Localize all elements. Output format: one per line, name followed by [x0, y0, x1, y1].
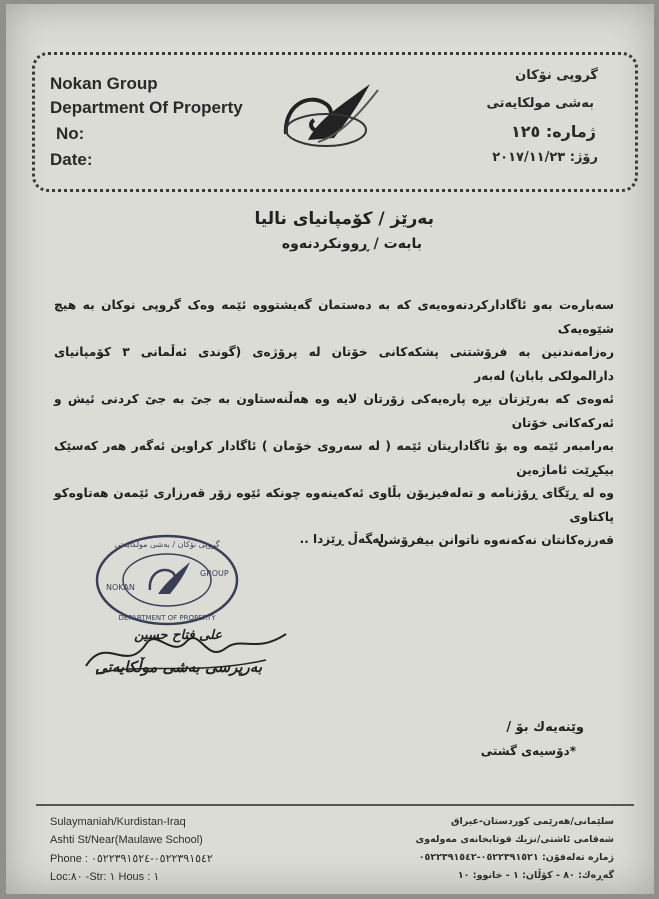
subject-line: بابەت / ڕوونكردنەوە — [281, 236, 422, 252]
signer-title: بەرپرسی بەشی موڵکایەتی — [95, 658, 262, 676]
nokan-logo-icon — [278, 76, 388, 156]
footer-address-en-2: Ashti St/Near(Maulawe School) — [50, 834, 203, 846]
footer-divider — [36, 804, 634, 806]
footer-location-en: Loc:٨٠ -Str: ١ Hous : ١ — [50, 871, 160, 883]
company-name-en: Nokan Group — [50, 74, 158, 93]
closing-greeting: لەگەڵ ڕێزدا .. — [299, 532, 384, 546]
footer-phone-en: Phone : ٠٥٢٢٣٩١٥٤٢-٠٥٢٢٣٩١٥٢٤ — [50, 853, 213, 865]
letter-number: ژمارە: ١٢٥ — [510, 122, 596, 141]
recipient-line: بەرێز / كۆمپانیای نالیا — [254, 209, 434, 229]
department-name-ar: بەشی مولکایەتی — [486, 96, 594, 111]
footer-address-en-1: Sulaymaniah/Kurdistan-Iraq — [50, 816, 186, 828]
body-line: قەرزەکانتان نەکەنەوە ناتوانن بیفرۆشن . — [368, 533, 614, 547]
stamp-right-text: GROUP — [200, 569, 229, 578]
footer-phone-ar: ژمارە تەلەفۆن: ٠٥٢٢٣٩١٥٢١-٠٥٢٢٣٩١٥٤٢ — [418, 852, 614, 863]
department-name-en: Department Of Property — [50, 98, 243, 117]
copy-to-label: وێنەیەك بۆ / — [506, 720, 584, 735]
footer-address-ar-2: شەقامی ئاشتی/نزیك قوتابخانەی مەولەوی — [415, 834, 614, 845]
date-label: Date: — [50, 150, 93, 169]
letter-body — [54, 294, 614, 553]
letter-page — [6, 4, 654, 894]
letter-date: رۆژ: ٢٠١٧/١١/٢٣ — [492, 150, 598, 165]
signer-name: علی فتاح حسین — [134, 628, 222, 643]
copy-file-label: *دۆسیەی گشتی — [480, 744, 576, 758]
footer-address-ar-1: سلێمانی/هەرێمی کوردستان-عیراق — [450, 816, 614, 827]
company-name-ar: گروپی نۆكان — [515, 68, 598, 83]
footer-location-ar: گەڕەك: ٨٠ - کۆڵان: ١ - خانوو: ١٠ — [457, 870, 614, 881]
body-line: ئەوەی کە بەرێزتان بڕە پارەیەکی زۆرتان لایە وە هەڵنەستاون بە جێ بە جێ کردنی ئیش و ئەرکەکانی خۆتان — [54, 392, 614, 430]
stamp-bottom-text: DEPARTMENT OF PROPERTY — [118, 614, 216, 622]
stamp-left-text: NOKAN — [106, 583, 135, 592]
body-line: وە لە ڕێگای ڕۆژنامە و تەلەفیزیۆن بڵاوی ئەکەینەوە چونکە ئێوە زۆر قەرزاری ئێمەن هەتاوەکو پاکتاوی — [54, 486, 614, 524]
body-line: رەزامەندنین بە فرۆشتنی پشکەکانی خۆتان لە پرۆژەی (گوندی ئەڵمانی ٣ کۆمپانیای دارالمولکی بابان) لەبەر — [54, 345, 614, 383]
body-line: بەرامبەر ئێمە وە بۆ ئاگاداریتان ئێمە ( لە سەروی خۆمان ) ئاگادار کراوین ئەگەر هەر کەسێک بیکڕێت ئاماژەین — [54, 439, 614, 477]
number-label: No: — [56, 124, 85, 143]
stamp-ring-text: گروپی نۆکان / بەشی موڵکایەتی — [114, 540, 220, 549]
body-line: سەبارەت بەو ئاگادارکردنەوەیەی کە بە دەستمان گەیشتووە ئێمە وەک گروپی نوکان بە هیچ شێوەیەک — [54, 298, 614, 336]
